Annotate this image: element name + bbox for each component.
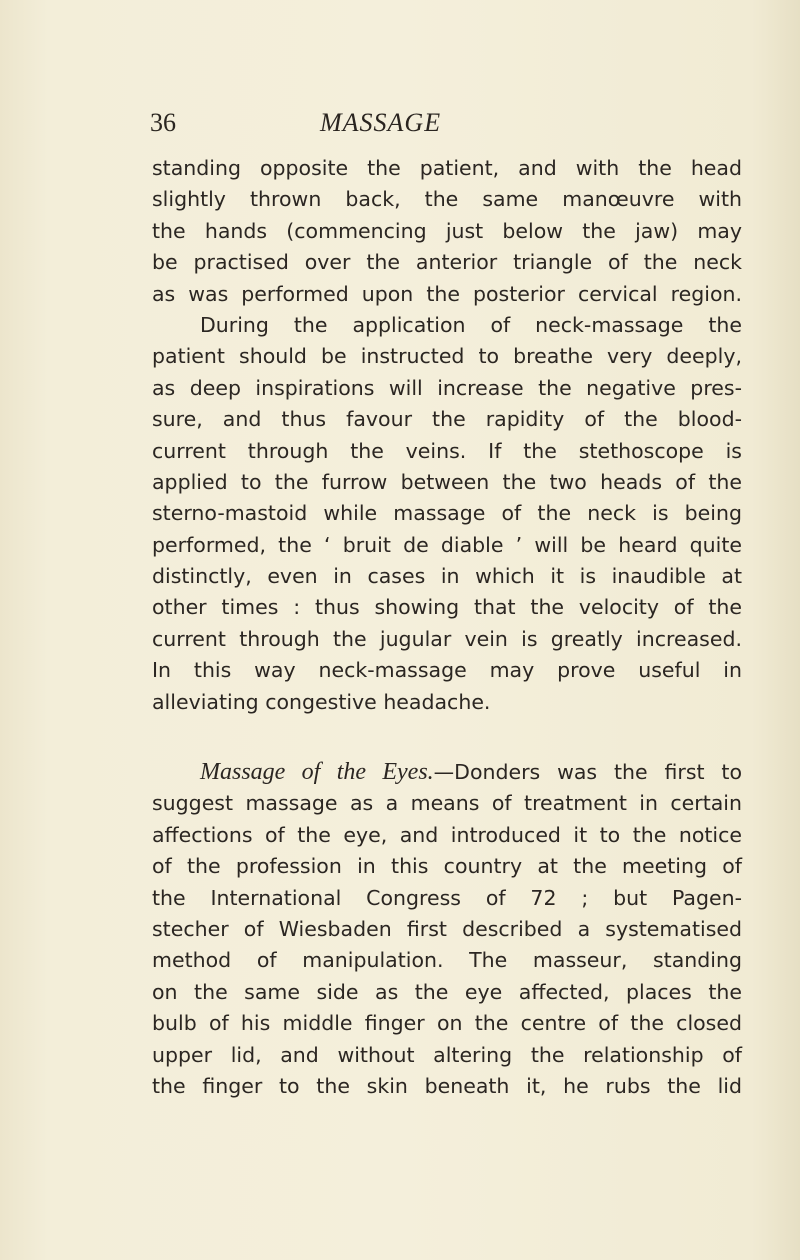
text-line: affections of the eye, and introduced it to the notice bbox=[152, 822, 742, 847]
text-line: standing opposite the patient, and with the head bbox=[152, 156, 742, 180]
text-line: patient should be instructed to breathe very deeply, bbox=[152, 344, 742, 369]
text-line: as deep inspirations will increase the negative pres- bbox=[152, 375, 742, 400]
text-line: In this way neck-massage may prove useful in bbox=[152, 658, 742, 683]
text-line: of the profession in this country at the meeting of bbox=[152, 854, 742, 879]
paragraph-gap bbox=[152, 718, 742, 757]
text-line: method of manipulation. The masseur, standing bbox=[152, 948, 742, 973]
text-line: sterno-mastoid while massage of the neck is being bbox=[152, 501, 742, 526]
section-heading: Massage of the Eyes. bbox=[200, 759, 434, 786]
text-line: bulb of his middle finger on the centre of the closed bbox=[152, 1011, 742, 1036]
body-text bbox=[152, 153, 742, 1102]
paragraph-2 bbox=[152, 310, 742, 718]
text-line: other times : thus showing that the velocity of the bbox=[152, 595, 742, 620]
text-line: stecher of Wiesbaden first described a systematised bbox=[152, 916, 742, 941]
text-fragment: —Donders was the first to bbox=[433, 760, 742, 785]
text-line: the finger to the skin beneath it, he rubs the lid bbox=[152, 1073, 742, 1098]
text-line: on the same side as the eye affected, places the bbox=[152, 979, 742, 1004]
text-line: current through the jugular vein is greatly increased. bbox=[152, 626, 742, 651]
text-line: be practised over the anterior triangle of the neck bbox=[152, 250, 742, 275]
paragraph-1 bbox=[152, 153, 742, 310]
text-line: current through the veins. If the stethoscope is bbox=[152, 438, 742, 463]
text-line bbox=[152, 757, 742, 788]
text-line: alleviating congestive headache. bbox=[152, 689, 491, 714]
page-header bbox=[150, 108, 650, 148]
paragraph-3 bbox=[152, 757, 742, 1102]
text-line: suggest massage as a means of treatment in certain bbox=[152, 791, 742, 816]
text-line: performed, the ‘ bruit de diable ’ will be heard quite bbox=[152, 532, 742, 557]
page-number: 36 bbox=[150, 108, 176, 137]
text-line: distinctly, even in cases in which it is inaudible at bbox=[152, 564, 742, 589]
text-line: sure, and thus favour the rapidity of the blood- bbox=[152, 407, 742, 432]
running-head: MASSAGE bbox=[320, 108, 442, 137]
text-line: the hands (commencing just below the jaw) may bbox=[152, 218, 742, 243]
text-line: applied to the furrow between the two heads of the bbox=[152, 469, 742, 494]
text-line: upper lid, and without altering the relationship of bbox=[152, 1042, 742, 1067]
text-line: slightly thrown back, the same manœuvre with bbox=[152, 187, 742, 212]
text-line: the International Congress of 72 ; but Pagen- bbox=[152, 885, 742, 910]
text-line: During the application of neck-massage the bbox=[200, 312, 742, 337]
text-line: as was performed upon the posterior cervical region. bbox=[152, 281, 742, 306]
